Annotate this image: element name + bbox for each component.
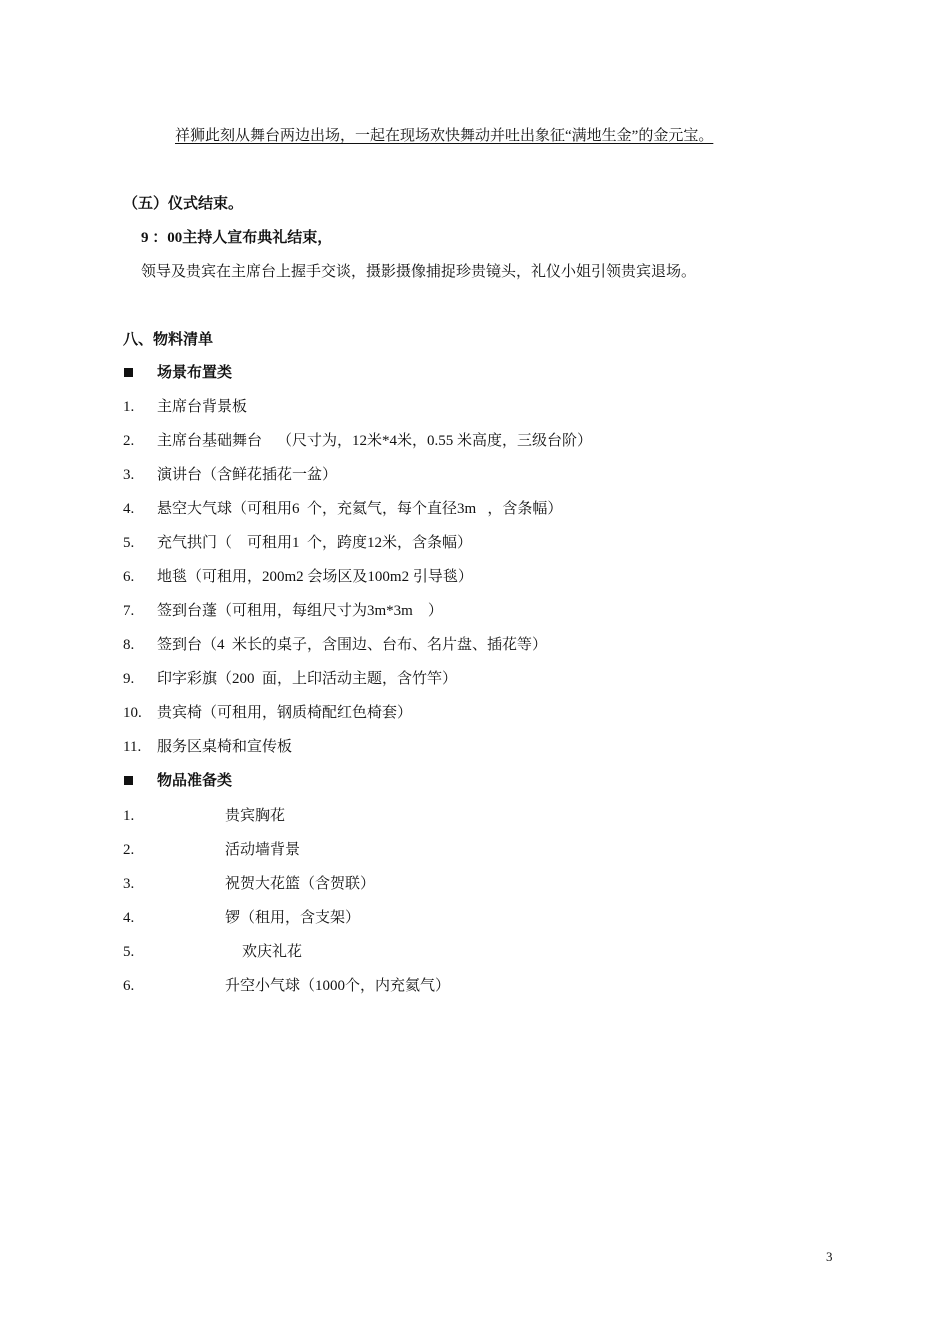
goods-item-text: 升空小气球（1000个，内充氦气） <box>225 978 451 994</box>
scene-item-text: 充气拱门（ 可租用1 个，跨度12米，含条幅） <box>157 535 473 551</box>
lion-dance-line: 祥狮此刻从舞台两边出场，一起在现场欢快舞动并吐出象征“满地生金”的金元宝。 <box>175 128 714 144</box>
goods-item-text: 锣（租用，含支架） <box>225 910 361 926</box>
scene-item-text: 主席台背景板 <box>157 399 248 415</box>
scene-section-title: 场景布置类 <box>157 365 233 381</box>
ceremony-end-time-line: 9 ：00主持人宣布典礼结束， <box>141 230 333 246</box>
scene-item-number: 7. <box>123 603 135 619</box>
scene-item-number: 2. <box>123 433 135 449</box>
scene-item-number: 6. <box>123 569 135 585</box>
scene-item-text: 签到台蓬（可租用，每组尺寸为3m*3m ） <box>157 603 443 619</box>
scene-item-text: 签到台（4 米长的桌子，含围边、台布、名片盘、插花等） <box>157 637 548 653</box>
goods-item-number: 1. <box>123 808 135 824</box>
goods-item-number: 3. <box>123 876 135 892</box>
goods-item-text: 活动墙背景 <box>225 842 301 858</box>
scene-item-number: 4. <box>123 501 135 517</box>
goods-section-title: 物品准备类 <box>157 773 233 789</box>
materials-heading: 八、物料清单 <box>123 332 214 348</box>
scene-item-text: 悬空大气球（可租用6 个，充氦气，每个直径3m ，含条幅） <box>157 501 563 517</box>
scene-item-text: 演讲台（含鲜花插花一盆） <box>157 467 338 483</box>
page-number: 3 <box>826 1249 833 1264</box>
goods-item-number: 2. <box>123 842 135 858</box>
ceremony-end-detail: 领导及贵宾在主席台上握手交谈，摄影摄像捕捉珍贵镜头，礼仪小姐引领贵宾退场。 <box>141 264 697 280</box>
goods-item-number: 6. <box>123 978 135 994</box>
scene-item-number: 11. <box>123 739 142 755</box>
scene-item-text: 地毯（可租用，200m2 会场区及100m2 引导毯） <box>157 569 473 585</box>
goods-item-text: 欢庆礼花 <box>242 944 303 960</box>
goods-item-text: 贵宾胸花 <box>225 808 286 824</box>
goods-item-text: 祝贺大花篮（含贺联） <box>225 876 376 892</box>
scene-item-text: 贵宾椅（可租用，钢质椅配红色椅套） <box>157 705 413 721</box>
goods-section-bullet-icon <box>124 776 133 785</box>
scene-item-number: 3. <box>123 467 135 483</box>
scene-item-text: 印字彩旗（200 面，上印活动主题，含竹竿） <box>157 671 458 687</box>
goods-item-number: 4. <box>123 910 135 926</box>
scene-item-number: 10. <box>123 705 142 721</box>
scene-item-number: 5. <box>123 535 135 551</box>
scene-item-number: 1. <box>123 399 135 415</box>
scene-item-number: 8. <box>123 637 135 653</box>
scene-item-number: 9. <box>123 671 135 687</box>
goods-item-number: 5. <box>123 944 135 960</box>
scene-item-text: 服务区桌椅和宣传板 <box>157 739 293 755</box>
ceremony-end-heading: （五）仪式结束。 <box>123 196 244 212</box>
scene-item-text: 主席台基础舞台 （尺寸为，12米*4米，0.55 米高度，三级台阶） <box>157 433 593 449</box>
scene-section-bullet-icon <box>124 368 133 377</box>
